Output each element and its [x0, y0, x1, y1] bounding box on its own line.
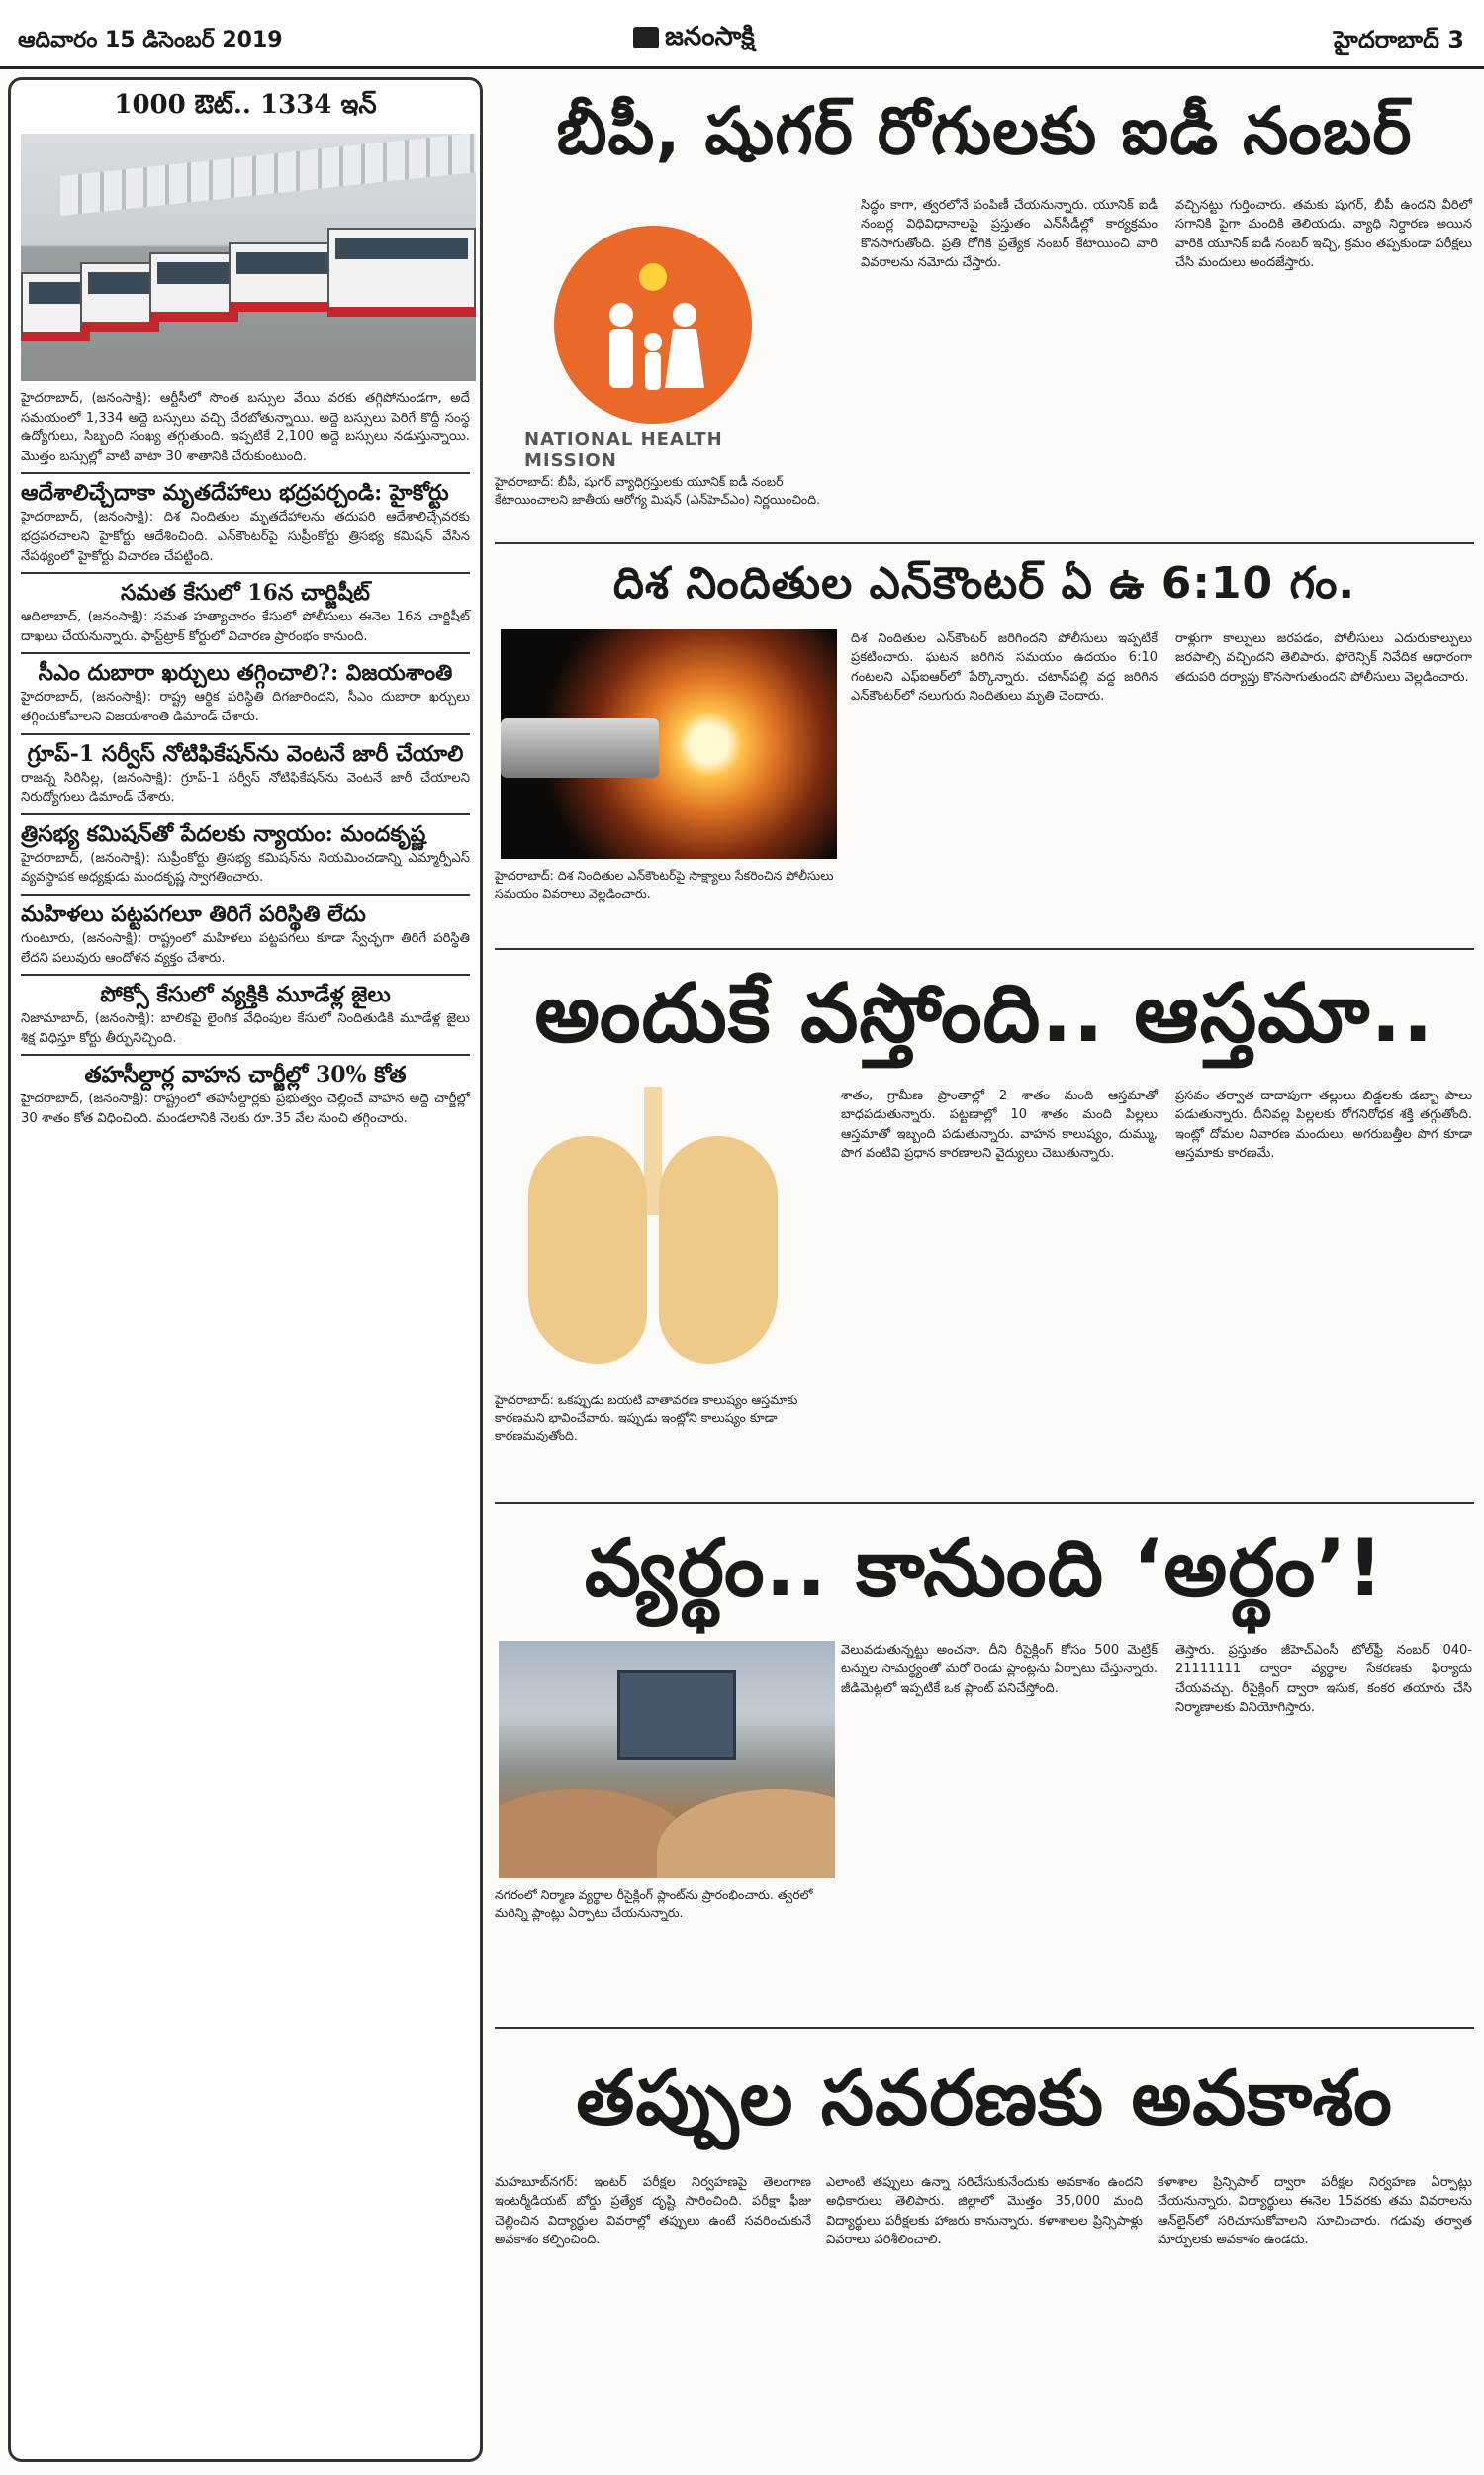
story-disha-col2: దిశ నిందితుల ఎన్‌కౌంటర్‌ జరిగిందని పోలీసులు ఇప్పటికే ప్రకటించారు. ఘటన జరిగిన సమయం ఉదయం 6:10 గంటలని ఎఫ్‌ఐఆర్‌లో పేర్కొన్నారు. చటాన్‌పల్లి వద్ద జరిగిన ఎన్‌కౌంటర్‌లో నలుగురు నిందితులు మృతి చెందారు.: [851, 631, 1158, 705]
nhm-logo-text: NATIONAL HEALTH MISSION: [524, 429, 723, 471]
banner-asthma: అందుకే వస్తోంది.. ఆస్తమా..: [495, 948, 1474, 1077]
masthead: [633, 22, 755, 57]
left-column: [8, 77, 483, 2462]
masthead-logo-icon: [633, 27, 659, 48]
issue-date: ఆదివారం 15 డిసెంబర్ 2019: [18, 28, 283, 52]
headline-mandakrishna: త్రిసభ్య కమిషన్‌తో పేదలకు న్యాయం: మందకృష్ణ: [21, 813, 470, 849]
story-women-safety: గుంటూరు, (జనంసాక్షి): రాష్ట్రంలో మహిళలు పట్టపగలు కూడా స్వేచ్ఛగా తిరిగే పరిస్థితి లేదని పలువురు ఆందోళన వ్యక్తం చేశారు.: [21, 930, 470, 966]
caption-disha-encounter: హైదరాబాద్‌: దిశ నిందితుల ఎన్‌కౌంటర్‌పై సాక్ష్యాలు సేకరించిన పోలీసులు సమయం వివరాలు వెల్లడించారు.: [495, 868, 834, 901]
story-asthma-col3: ప్రసవం తర్వాత దాదాపుగా తల్లులు బిడ్డలకు డబ్బా పాలు పడుతున్నారు. దీనివల్ల పిల్లలకు రోగనిరోధక శక్తి తగ్గుతోంది. ఇంట్లో దోమల నివారణ మందులు, అగరుబత్తీల పొగ కూడా ఆస్తమాకు కారణమే.: [1175, 1089, 1472, 1162]
recycling-plant-photo: [499, 1641, 835, 1878]
caption-waste-recycling: నగరంలో నిర్మాణ వ్యర్థాల రీసైక్లింగ్‌ ప్లాంట్‌ను ప్రారంభించారు. త్వరలో మరిన్ని ప్లాంట్లు ఏర్పాటు చేయనున్నారు.: [495, 1887, 813, 1920]
lead-story: హైదరాబాద్‌, (జనంసాక్షి): ఆర్టీసీలో సొంత బస్సుల వేయి వరకు తగ్గిపోనుండగా, అదే సమయంలో 1,334 అద్దె బస్సులు వచ్చి చేరబోతున్నాయి. అద్దె బస్సులు పెరిగే కొద్దీ సంస్థ ఉద్యోగులు, సిబ్బంది సంఖ్య తగ్గుతుంది. ఇప్పటికే 2,100 అద్దె బస్సులు నడుస్తున్నాయి. మొత్తం బస్సుల్లో వాటి వాటా 30 శాతానికి చేరుకుంటుంది.: [21, 391, 470, 464]
headline-group1-notification: గ్రూప్-1 సర్వీస్ నోటిఫికేషన్‌ను వెంటనే జారీ చేయాలి: [21, 733, 470, 769]
caption-asthma: హైదరాబాద్‌: ఒకప్పుడు బయటి వాతావరణ కాలుష్యం ఆస్తమాకు కారణమని భావించేవారు. ఇప్పుడు ఇంట్లోని కాలుష్యం కూడా కారణమవుతోంది.: [495, 1392, 798, 1443]
story-vijayashanti: హైదరాబాద్‌, (జనంసాక్షి): రాష్ట్ర ఆర్థిక పరిస్థితి దిగజారిందని, సీఎం దుబారా ఖర్చులు తగ్గించుకోవాలని విజయశాంతి డిమాండ్‌ చేశారు.: [21, 690, 470, 724]
story-samatha-chargesheet: ఆదిలాబాద్‌, (జనంసాక్షి): సమత హత్యాచారం కేసులో పోలీసులు ఈనెల 16న చార్జిషీట్‌ దాఖలు చేయనున్నారు. ఫాస్ట్‌ట్రాక్‌ కోర్టులో విచారణ ప్రారంభం కానుంది.: [21, 610, 470, 644]
story-bp-sugar-col2: సిద్ధం కాగా, త్వరలోనే పంపిణీ చేయనున్నారు. యూనిక్‌ ఐడీ నంబర్ల విధివిధానాలపై ప్రస్తుతం ఎన్‌సీడీల్లో కార్యక్రమం కొనసాగుతోంది. ప్రతి రోగికి ప్రత్యేక నంబర్‌ కేటాయించి వారి వివరాలను నమోదు చేస్తారు.: [861, 198, 1158, 271]
banner-waste-recycling: వ్యర్థం.. కానుంది ‘అర్థం’!: [495, 1502, 1474, 1631]
story-bp-sugar-col3: వచ్చినట్టు గుర్తించారు. తమకు షుగర్‌, బీపీ ఉందని వీరిలో సగానికి పైగా మందికి తెలియదు. వ్యాధి నిర్ధారణ అయిన వారికి యూనిక్‌ ఐడీ నంబర్‌ ఇచ్చి, క్రమం తప్పకుండా పరీక్షలు చేసి మందులు అందజేస్తారు.: [1175, 198, 1472, 271]
story-tahsildar-charges: హైదరాబాద్‌, (జనంసాక్షి): రాష్ట్రంలో తహసీల్దార్లకు ప్రభుత్వం చెల్లించే వాహన అద్దె చార్జీల్లో 30 శాతం కోత విధించింది. మండలానికి నెలకు రూ.35 వేల నుంచి తగ్గించారు.: [21, 1092, 470, 1126]
headline-bodies-preserve: ఆదేశాలిచ్చేదాకా మృతదేహాలు భద్రపర్చండి: హైకోర్టు: [21, 472, 470, 508]
story-group1-notification: రాజన్న సిరిసిల్ల, (జనంసాక్షి): గ్రూప్‌-1 సర్వీస్‌ నోటిఫికేషన్‌ను వెంటనే జారీ చేయాలని నిరుద్యోగులు డిమాండ్‌ చేశారు.: [21, 770, 470, 806]
headline-samatha-chargesheet: సమత కేసులో 16న చార్జిషీట్: [21, 572, 470, 608]
bus-depot-photo: [21, 134, 476, 381]
story-correction-col1: మహబూబ్‌నగర్‌: ఇంటర్‌ పరీక్షల నిర్వహణపై తెలంగాణ ఇంటర్మీడియట్‌ బోర్డు ప్రత్యేక దృష్టి సారించింది. పరీక్షా ఫీజు చెల్లించిన విద్యార్థుల వివరాల్లో తప్పులు ఉంటే సవరించుకునే అవకాశం కల్పించింది.: [495, 2175, 811, 2248]
gunshot-photo: [501, 629, 837, 859]
nhm-family-icon: [554, 226, 752, 424]
story-correction-col2: ఎలాంటి తప్పులు ఉన్నా సరిచేసుకునేందుకు అవకాశం ఉందని అధికారులు తెలిపారు. జిల్లాలో మొత్తం 35,000 మంది విద్యార్థులు పరీక్షలకు హాజరు కానున్నారు. కళాశాలల ప్రిన్సిపాళ్లు వివరాలు పరిశీలించాలి.: [826, 2175, 1143, 2248]
story-correction-col3: కళాశాల ప్రిన్సిపాల్‌ ద్వారా పరీక్షల నిర్వహణ ఏర్పాట్లు చేయనున్నారు. విద్యార్థులు ఈనెల 15వరకు తమ వివరాలను ఆన్‌లైన్‌లో సరిచూసుకోవాలని సూచించారు. గడువు తర్వాత మార్పులకు అవకాశం ఉండదు.: [1158, 2175, 1472, 2248]
story-asthma-col2: శాతం, గ్రామీణ ప్రాంతాల్లో 2 శాతం మంది ఆస్తమాతో బాధపడుతున్నారు. పట్టణాల్లో 10 శాతం మంది పిల్లలు ఆస్తమాతో ఇబ్బంది పడుతున్నారు. వాహన కాలుష్యం, దుమ్ము, పొగ వంటివి ప్రధాన కారణాలని వైద్యులు చెబుతున్నారు.: [841, 1089, 1158, 1162]
banner-error-correction: తప్పుల సవరణకు అవకాశం: [495, 2027, 1474, 2165]
banner-disha-encounter: దిశ నిందితుల ఎన్‌కౌంటర్ ఏ ఉ 6:10 గం.: [495, 542, 1474, 621]
nhm-logo: [514, 196, 821, 471]
story-waste-col2: వెలువడుతున్నట్టు అంచనా. దీని రీసైక్లింగ్‌ కోసం 500 మెట్రిక్‌ టన్నుల సామర్థ్యంతో మరో రెండు ప్లాంట్లను ఏర్పాటు చేస్తున్నారు. జీడిమెట్లలో ఇప్పటికే ఒక ప్లాంట్‌ పనిచేస్తోంది.: [841, 1643, 1158, 1696]
headline-tahsildar-charges: తహసీల్దార్ల వాహన చార్జీల్లో 30% కోత: [21, 1054, 470, 1090]
headline-pocso-case: పోక్సో కేసులో వ్యక్తికి మూడేళ్ల జైలు: [21, 974, 470, 1009]
story-mandakrishna: హైదరాబాద్‌, (జనంసాక్షి): సుప్రీంకోర్టు త్రిసభ్య కమిషన్‌ను నియమించడాన్ని ఎమ్మార్పీఎస్‌ వ్యవస్థాపక అధ్యక్షుడు మందకృష్ణ స్వాగతించారు.: [21, 850, 470, 886]
headline-women-safety: మహిళలు పట్టపగలూ తిరిగే పరిస్థితి లేదు: [21, 894, 470, 929]
caption-bp-sugar: హైదరాబాద్‌: బీపీ, షుగర్‌ వ్యాధిగ్రస్తులకు యూనిక్‌ ఐడీ నంబర్‌ కేటాయించాలని జాతీయ ఆరోగ్య మిషన్‌ (ఎన్‌హెచ్‌ఎం) నిర్ణయించింది.: [495, 474, 821, 507]
page-header: [0, 0, 1484, 69]
page-city-number: హైదరాబాద్ 3: [1334, 26, 1464, 53]
lead-headline: 1000 ఔట్.. 1334 ఇన్: [114, 90, 377, 120]
masthead-title: జనంసాక్షి: [665, 22, 755, 51]
story-waste-col3: తెస్తారు. ప్రస్తుతం జీహెచ్‌ఎంసీ టోల్‌ఫ్రీ నంబర్‌ 040-21111111 ద్వారా వ్యర్థాల సేకరణకు ఫిర్యాదు చేయవచ్చు. రీసైక్లింగ్‌ ద్వారా ఇసుక, కంకర తయారు చేసి నిర్మాణాలకు వినియోగిస్తారు.: [1175, 1643, 1472, 1716]
story-bodies-preserve: హైదరాబాద్‌, (జనంసాక్షి): దిశ నిందితుల మృతదేహాలను తదుపరి ఆదేశాలిచ్చేవరకు భద్రపరచాలని హైకోర్టు ఆదేశించింది. ఎన్‌కౌంటర్‌పై సుప్రీంకోర్టు త్రిసభ్య కమిషన్‌ వేసిన నేపథ్యంలో హైకోర్టు విచారణ చేపట్టింది.: [21, 510, 470, 564]
headline-vijayashanti: సీఎం దుబారా ఖర్చులు తగ్గించాలి?: విజయశాంతి: [21, 652, 470, 688]
story-pocso-case: నిజామాబాద్‌, (జనంసాక్షి): బాలికపై లైంగిక వేధింపుల కేసులో నిందితుడికి మూడేళ్ల జైలు శిక్ష విధిస్తూ కోర్టు తీర్పునిచ్చింది.: [21, 1011, 470, 1046]
story-disha-col3: రాళ్లుగా కాల్పులు జరపడం, పోలీసులు ఎదురుకాల్పులు జరపాల్సి వచ్చిందని తెలిపారు. ఫోరెన్సిక్‌ నివేదిక ఆధారంగా తదుపరి దర్యాప్తు కొనసాగుతుందని పోలీసులు వెల్లడించారు.: [1175, 631, 1472, 685]
lungs-illustration: [509, 1087, 795, 1383]
banner-bp-sugar: బీపీ, షుగర్ రోగులకు ఐడీ నంబర్: [556, 93, 1413, 169]
